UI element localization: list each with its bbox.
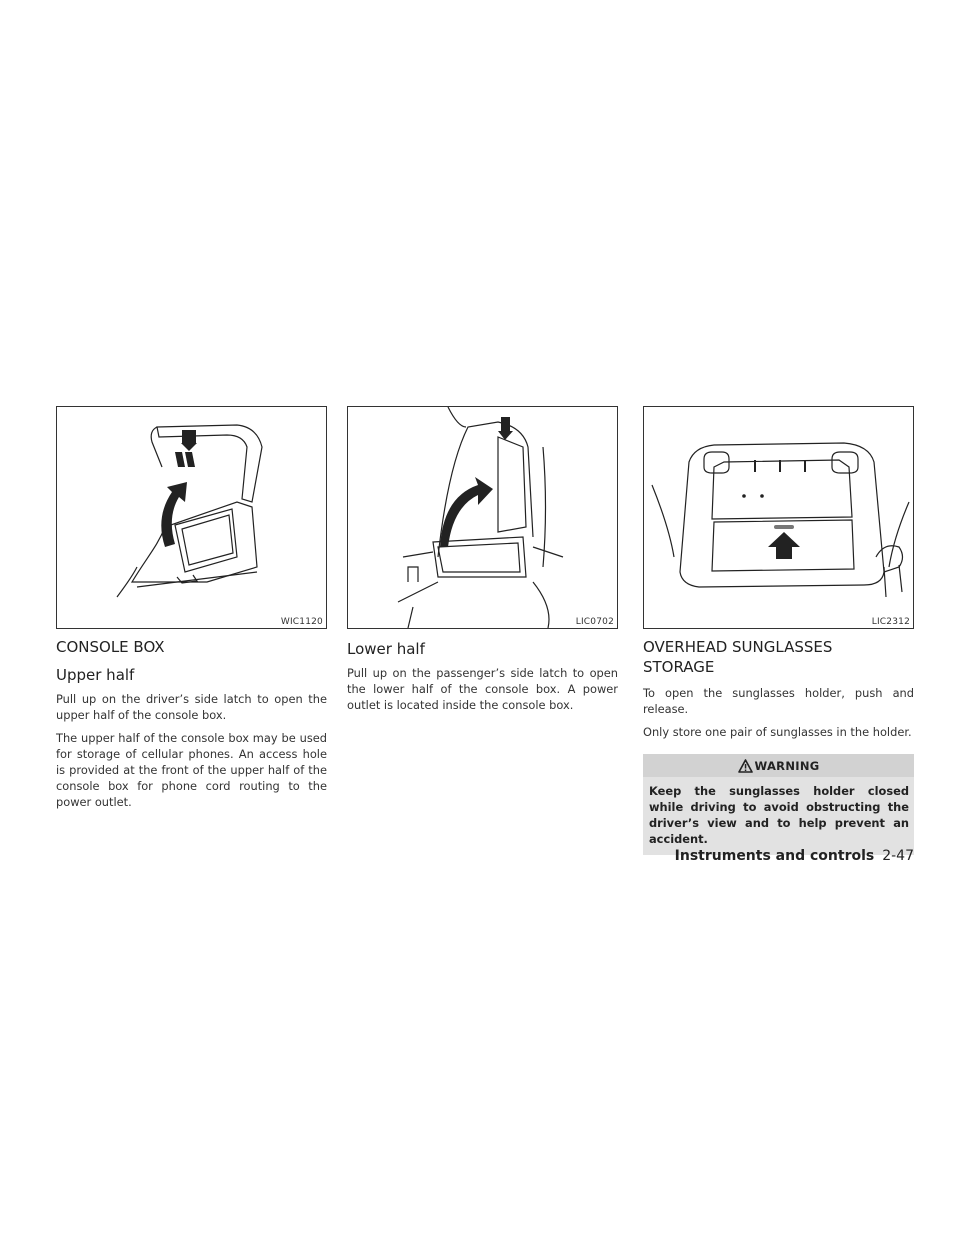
warning-title: WARNING: [754, 759, 820, 773]
console-upper-illustration: [57, 407, 326, 628]
figure-console-lower-half: [347, 406, 618, 629]
subheading-upper-half: Upper half: [56, 666, 135, 684]
subheading-lower-half: Lower half: [347, 640, 425, 658]
column-console-upper: [56, 406, 327, 817]
figure-code: LIC0702: [575, 617, 614, 627]
heading-line: STORAGE: [643, 658, 715, 676]
paragraph: Pull up on the passenger’s side latch to open the lower half of the console box. A power outlet is located inside the console box.: [347, 666, 618, 712]
warning-box: [643, 754, 914, 855]
figure-code: LIC2312: [871, 617, 910, 627]
figure-sunglasses-holder: [643, 406, 914, 629]
footer-section-title: Instruments and controls: [674, 848, 875, 864]
heading-line: OVERHEAD SUNGLASSES: [643, 638, 833, 656]
paragraph: Pull up on the driver’s side latch to open the upper half of the console box.: [56, 692, 327, 722]
column-console-lower: [347, 406, 618, 720]
section-heading-console-box: CONSOLE BOX: [56, 638, 165, 656]
sunglasses-holder-illustration: [644, 407, 913, 628]
paragraph: Only store one pair of sunglasses in the holder.: [643, 725, 912, 739]
paragraph: To open the sunglasses holder, push and release.: [643, 686, 914, 716]
page-footer: [675, 848, 914, 864]
page-number: 2-47: [882, 848, 914, 864]
warning-text: Keep the sunglasses holder closed while driving to avoid obstructing the driver’s view and to help prevent an accident.: [643, 777, 914, 855]
figure-console-upper-half: [56, 406, 327, 629]
figure-code: WIC1120: [280, 617, 323, 627]
section-heading-sunglasses: [643, 637, 914, 677]
warning-header: [643, 754, 914, 777]
paragraph: The upper half of the console box may be used for storage of cellular phones. An access hole is provided at the front of the upper half of the console box for phone cord routing to the power outlet.: [56, 731, 327, 809]
column-sunglasses: [643, 406, 914, 855]
console-lower-illustration: [348, 407, 617, 628]
warning-triangle-icon: [738, 759, 753, 773]
